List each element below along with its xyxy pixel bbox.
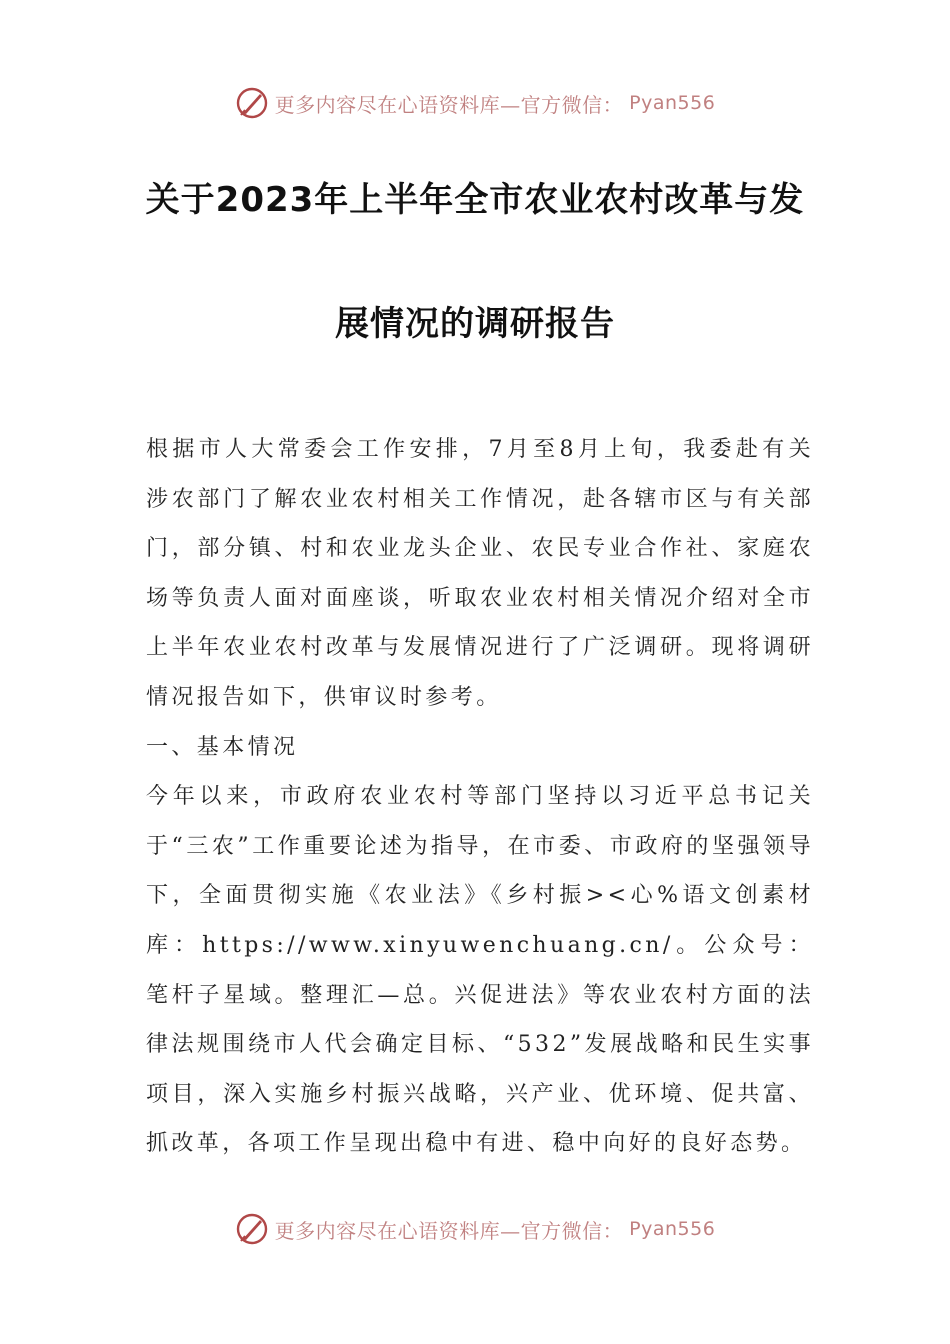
- document-body: [146, 425, 814, 1169]
- intro-paragraph: 根据市人大常委会工作安排，7月至8月上旬，我委赴有关涉农部门了解农业农村相关工作情况，赴各辖市区与有关部门，部分镇、村和农业龙头企业、农民专业合作社、家庭农场等负责人面对面座谈，听取农业农村相关情况介绍对全市上半年农业农村改革与发展情况进行了广泛调研。现将调研情况报告如下，供审议时参考。: [146, 437, 814, 710]
- document-title-line-1: 关于2023年上半年全市农业农村改革与发: [145, 180, 805, 220]
- watermark-wechat-id: Pyan556: [629, 92, 716, 114]
- footer-watermark: [0, 1212, 950, 1246]
- watermark-text: 更多内容尽在心语资料库—官方微信：: [274, 92, 624, 117]
- quill-logo-icon: [235, 86, 269, 120]
- document-title-line-2: 展情况的调研报告: [335, 304, 615, 344]
- basic-situation-paragraph: 今年以来，市政府农业农村等部门坚持以习近平总书记关于“三农”工作重要论述为指导，在市委、市政府的坚强领导下，全面贯彻实施《农业法》《乡村振><心%语文创素材库：https://www.xinyuwenchuang.cn/。公众号：笔杆子星域。整理汇—总。兴促进法》等农业农村方面的法律法规围绕市人代会确定目标、“532”发展战略和民生实事项目，深入实施乡村振兴战略，兴产业、优环境、促共富、抓改革，各项工作呈现出稳中有进、稳中向好的良好态势。: [146, 784, 814, 1157]
- watermark-wechat-id: Pyan556: [629, 1218, 716, 1240]
- watermark-text: 更多内容尽在心语资料库—官方微信：: [274, 1218, 624, 1243]
- section-heading-basic-situation: 一、基本情况: [146, 734, 299, 760]
- quill-logo-icon: [235, 1212, 269, 1246]
- header-watermark: [0, 86, 950, 120]
